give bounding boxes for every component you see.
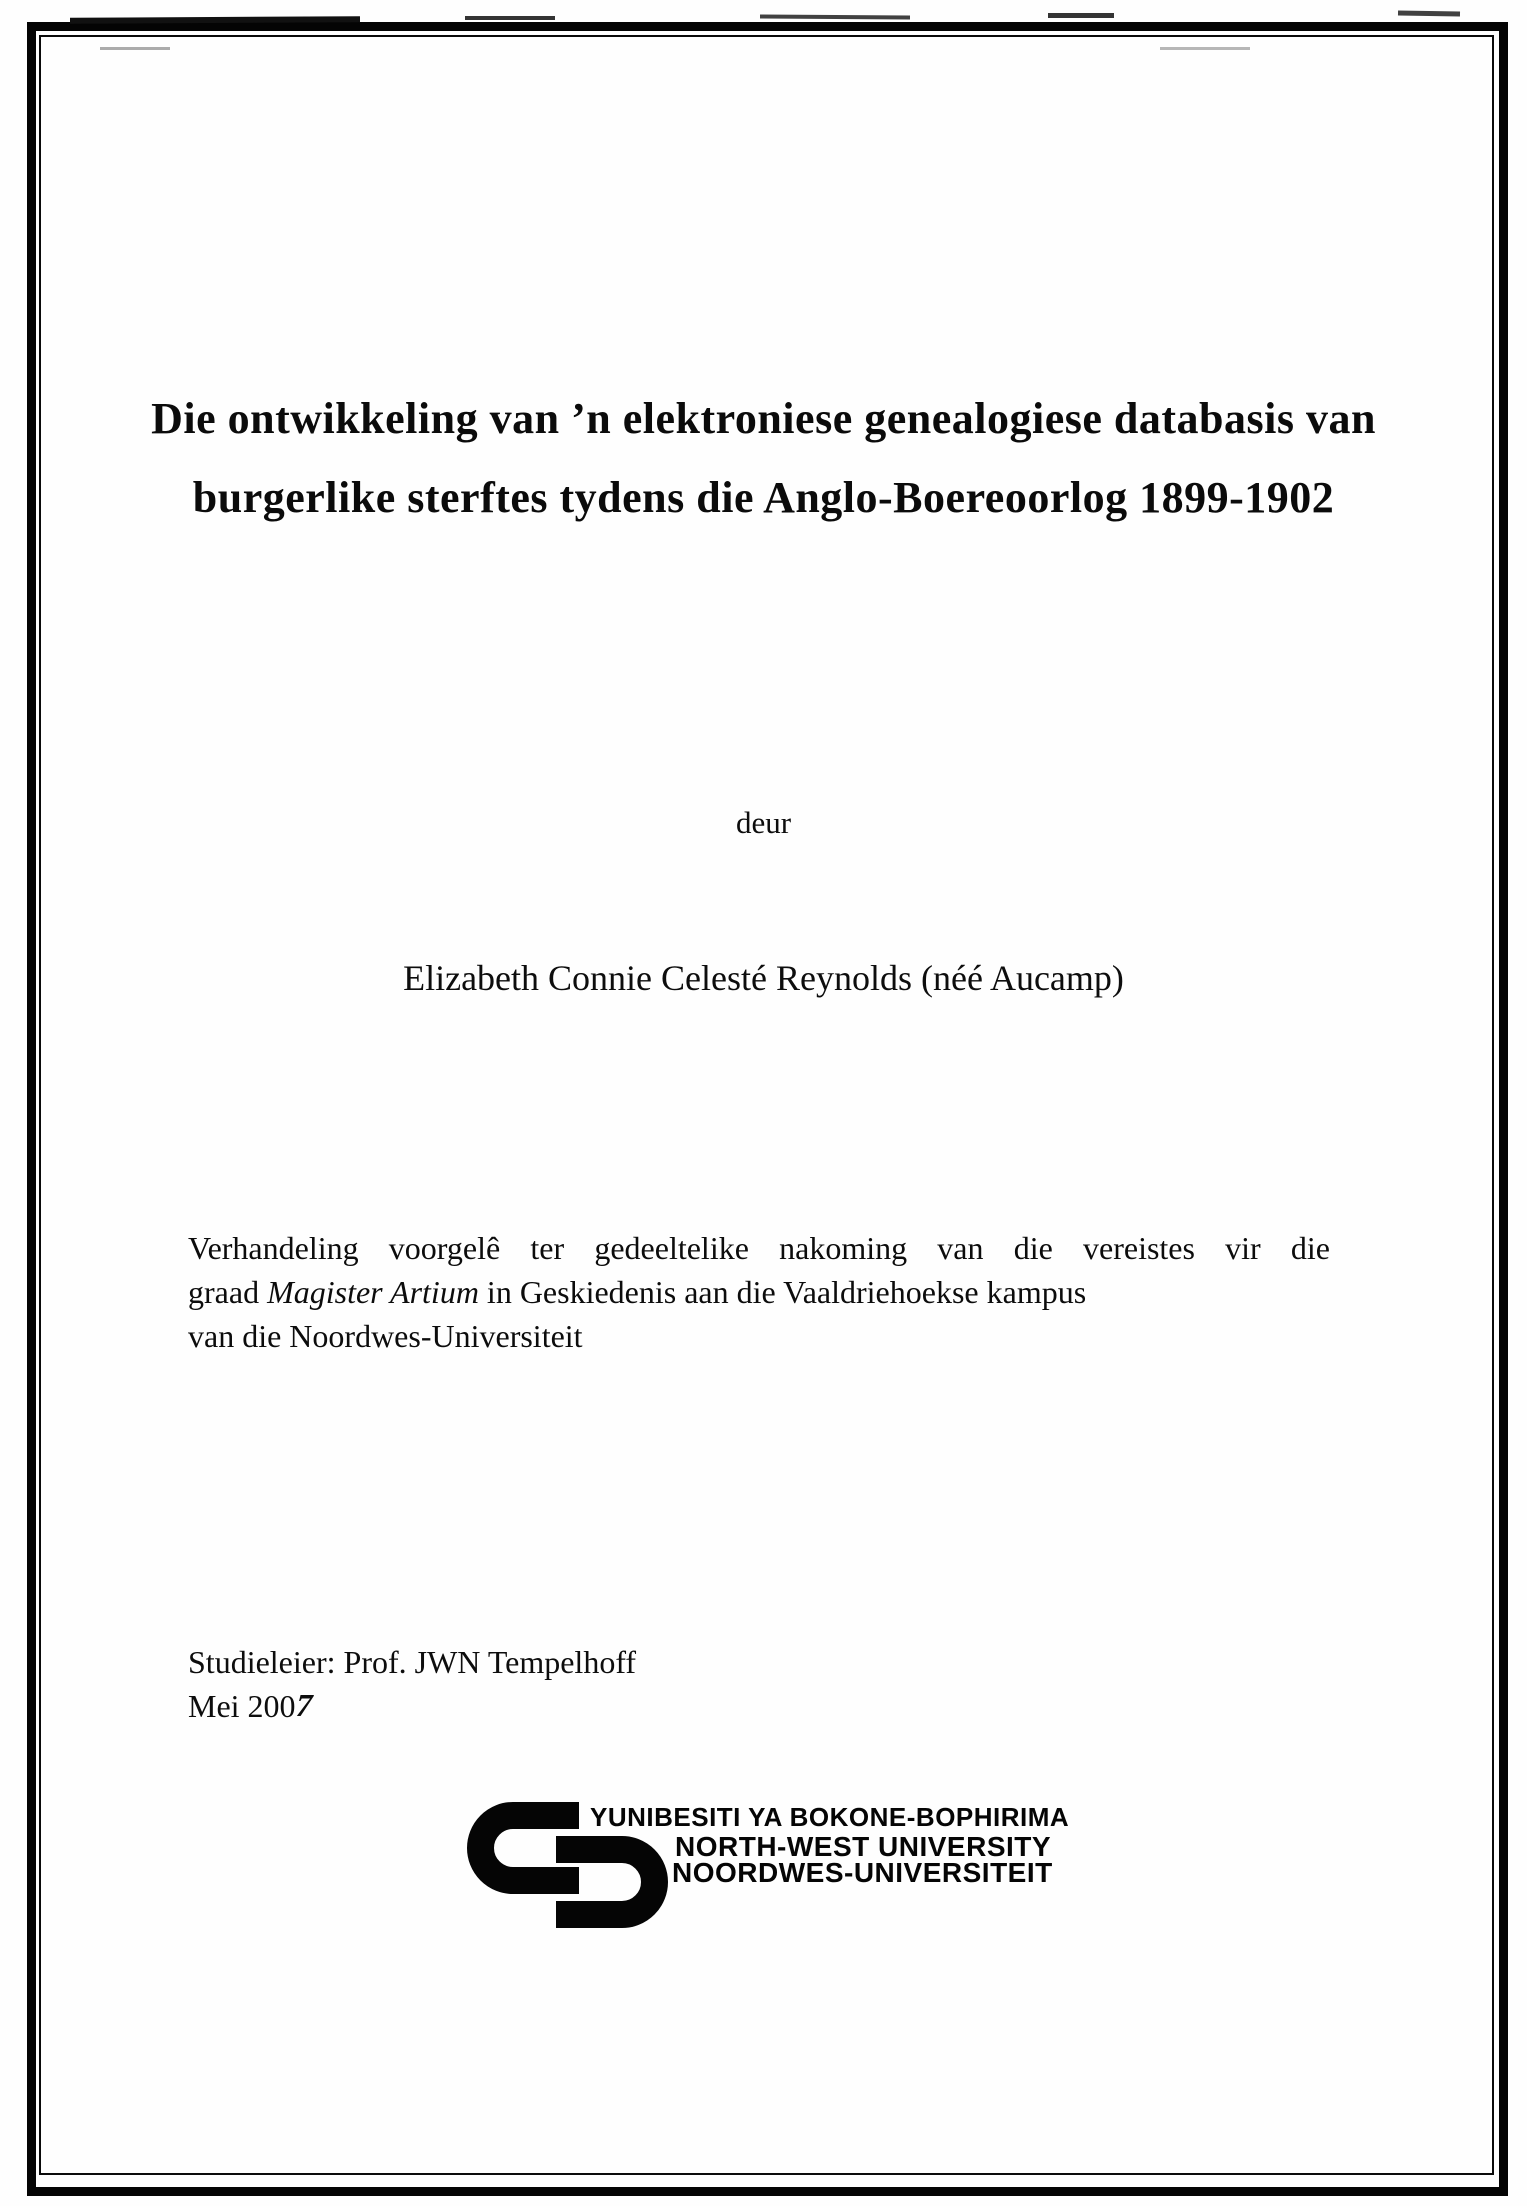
scan-artifact — [465, 16, 555, 20]
author-name: Elizabeth Connie Celesté Reynolds (néé Aucamp) — [403, 958, 1124, 998]
logo-text-setswana: YUNIBESITI YA BOKONE-BOPHIRIMA — [590, 1802, 1070, 1832]
university-logo — [467, 1800, 1087, 1940]
logo-text-english: NORTH-WEST UNIVERSITY — [675, 1831, 1052, 1862]
thesis-title-line1: Die ontwikkeling van ’n elektroniese genealogiese databasis van — [151, 394, 1376, 443]
degree-statement-line1: Verhandeling voorgelê ter gedeeltelike nakoming van die vereistes vir die — [188, 1230, 1330, 1266]
degree-statement-line2 — [188, 1270, 1330, 1314]
scan-artifact — [1048, 13, 1114, 18]
degree-statement — [188, 1226, 1330, 1358]
byline-deur: deur — [735, 805, 792, 840]
scan-artifact — [1398, 10, 1460, 16]
scan-artifact — [100, 47, 170, 50]
thesis-title-line2: burgerlike sterftes tydens die Anglo-Boereoorlog 1899-1902 — [192, 473, 1335, 522]
degree-statement-line3: van die Noordwes-Universiteit — [188, 1318, 583, 1354]
scan-artifact — [1160, 47, 1250, 50]
degree-statement-line2-prefix: graad — [188, 1274, 268, 1310]
date-last-digit: 7 — [291, 1687, 317, 1723]
supervisor-line: Studieleier: Prof. JWN Tempelhoff — [188, 1644, 637, 1680]
degree-statement-line2-suffix: in Geskiedenis aan die Vaaldriehoekse kampus — [478, 1274, 1087, 1310]
date-prefix: Mei 200 — [188, 1688, 296, 1724]
degree-name-italic: Magister Artium — [267, 1274, 479, 1310]
date-line — [188, 1687, 317, 1724]
logo-text-afrikaans: NOORDWES-UNIVERSITEIT — [672, 1857, 1053, 1888]
scan-artifact — [760, 14, 910, 19]
